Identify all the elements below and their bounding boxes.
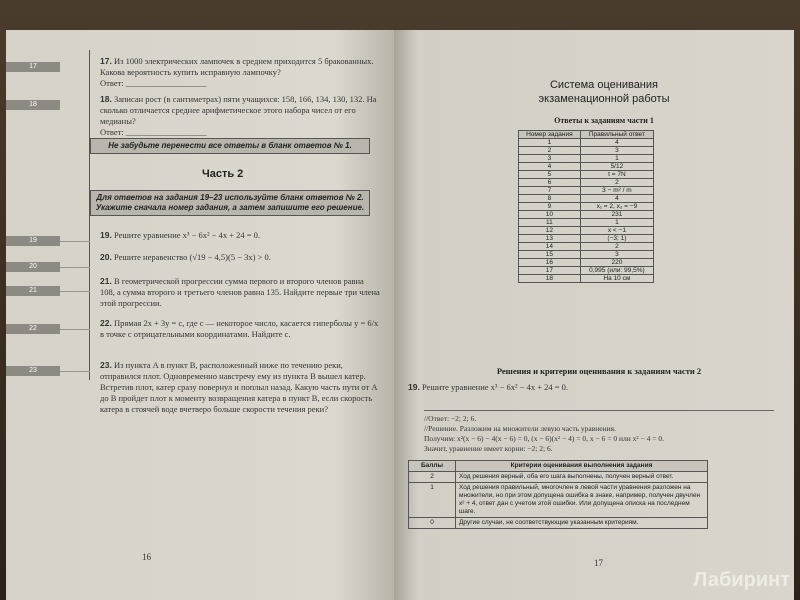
table-row bbox=[409, 483, 708, 518]
question-number: 20. bbox=[100, 252, 112, 262]
part2-heading: Часть 2 bbox=[202, 168, 244, 180]
answer-cell: 0,995 (или: 99,5%) bbox=[580, 267, 653, 275]
answer-cell: 231 bbox=[580, 211, 653, 219]
column-header: Баллы bbox=[409, 461, 456, 472]
question-number: 17. bbox=[100, 56, 112, 66]
task-number-cell: 4 bbox=[519, 163, 581, 171]
table-row bbox=[519, 179, 654, 187]
table-row bbox=[519, 243, 654, 251]
answer-cell: (−3; 1) bbox=[580, 235, 653, 243]
answer-cell: 3 bbox=[580, 251, 653, 259]
watermark-logo: Лабиринт bbox=[693, 569, 790, 591]
table-row bbox=[519, 171, 654, 179]
question-text: Из пункта A в пункт B, расположенный ниже по течению реки, отправился плот. Одновременно навстречу ему из пункта B вышел катер. Встретив плот, катер сразу повернул и поплыл назад. Какую часть пути от A до B пройдет плот к моменту возвращения катера в пункт B, если скорость катера в стоячей воде вчетверо больше скорости течения реки? bbox=[100, 360, 378, 414]
answer-tab-19: 19 bbox=[6, 236, 60, 246]
table-row bbox=[519, 155, 654, 163]
table-row bbox=[409, 472, 708, 483]
task-number-cell: 17 bbox=[519, 267, 581, 275]
column-header: Критерии оценивания выполнения задания bbox=[456, 461, 708, 472]
table-row bbox=[519, 259, 654, 267]
answers-title: Ответы к заданиям части 1 bbox=[554, 116, 654, 125]
task-number-cell: 18 bbox=[519, 275, 581, 283]
table-row bbox=[519, 187, 654, 195]
answer-cell: На 10 см bbox=[580, 275, 653, 283]
table-row bbox=[519, 227, 654, 235]
answer-label: Ответ: bbox=[100, 127, 124, 137]
answer-tab-23: 23 bbox=[6, 366, 60, 376]
table-row bbox=[519, 163, 654, 171]
table-row bbox=[519, 235, 654, 243]
task-number-cell: 14 bbox=[519, 243, 581, 251]
column-header: Правильный ответ bbox=[580, 131, 653, 139]
task-number-cell: 2 bbox=[519, 147, 581, 155]
question-text: Решите неравенство (√19 − 4,5)(5 − 3x) > 0. bbox=[113, 252, 271, 262]
answer-cell: 2 bbox=[580, 179, 653, 187]
answer-cell: 1 bbox=[580, 219, 653, 227]
question-17: 17. Из 1000 электрических лампочек в среднем приходится 5 бракованных. Какова вероятность купить исправную лампочку? Ответ: ___________________ bbox=[100, 56, 374, 88]
criteria-cell: Ход решения верный, оба его шага выполнены, получен верный ответ. bbox=[456, 472, 708, 483]
page-number-right: 17 bbox=[594, 558, 603, 568]
question-text: Решите уравнение x³ − 6x² − 4x + 24 = 0. bbox=[113, 230, 261, 240]
table-row bbox=[519, 203, 654, 211]
task-number-cell: 15 bbox=[519, 251, 581, 259]
part2-solutions-title: Решения и критерии оценивания к заданиям части 2 bbox=[496, 366, 702, 376]
answer-line: //Ответ: −2; 2; 6. bbox=[424, 414, 477, 423]
question-text: Записан рост (в сантиметрах) пяти учащихся: 158, 166, 134, 130, 132. На сколько отличается среднее арифметическое этого набора чисел от его медианы? bbox=[100, 94, 377, 126]
tab-line bbox=[60, 291, 90, 292]
solution-line-3: Значит, уравнение имеет корни: −2; 2; 6. bbox=[424, 444, 553, 453]
tab-line bbox=[60, 329, 90, 330]
question-18: 18. Записан рост (в сантиметрах) пяти учащихся: 158, 166, 134, 130, 132. На сколько отличается среднее арифметическое этого набора чисел от его медианы? Ответ: ___________________ bbox=[100, 94, 377, 137]
answer-tab-20: 20 bbox=[6, 262, 60, 272]
answer-cell: 5/12 bbox=[580, 163, 653, 171]
solution-line-2: Получим: x²(x − 6) − 4(x − 6) = 0, (x − 6)(x² − 4) = 0, x − 6 = 0 или x² − 4 = 0. bbox=[424, 434, 664, 443]
table-row bbox=[519, 251, 654, 259]
question-22 bbox=[100, 318, 380, 340]
solution-line-1: //Решение. Разложим на множители левую часть уравнения. bbox=[424, 424, 616, 433]
answer-tab-22: 22 bbox=[6, 324, 60, 334]
score-cell: 2 bbox=[409, 472, 456, 483]
score-cell: 0 bbox=[409, 518, 456, 529]
criteria-cell: Другие случаи, не соответствующие указанным критериям. bbox=[456, 518, 708, 529]
task-number-cell: 6 bbox=[519, 179, 581, 187]
question-number: 18. bbox=[100, 94, 112, 104]
task-number-cell: 12 bbox=[519, 227, 581, 235]
task-number-cell: 3 bbox=[519, 155, 581, 163]
transfer-notice: Не забудьте перенести все ответы в бланк ответов № 1. bbox=[90, 138, 370, 154]
part2-instruction: Для ответов на задания 19–23 используйте бланк ответов № 2. Укажите сначала номер задания, а затем запишите его решение. bbox=[90, 190, 370, 216]
question-number: 22. bbox=[100, 318, 112, 328]
left-page bbox=[6, 30, 394, 600]
task-number-cell: 1 bbox=[519, 139, 581, 147]
title-line1: Система оценивания bbox=[549, 79, 658, 91]
table-row bbox=[519, 211, 654, 219]
table-row bbox=[519, 267, 654, 275]
question-text: Решите уравнение x³ − 6x² − 4x + 24 = 0. bbox=[421, 382, 569, 392]
table-row bbox=[409, 518, 708, 529]
question-text: В геометрической прогрессии сумма первого и второго членов равна 108, а сумма второго и третьего членов равна 135. Найдите первые три члена этой прогрессии. bbox=[100, 276, 380, 308]
question-text: Из 1000 электрических лампочек в среднем приходится 5 бракованных. Какова вероятность купить исправную лампочку? bbox=[100, 56, 374, 77]
task-number-cell: 10 bbox=[519, 211, 581, 219]
task-number-cell: 8 bbox=[519, 195, 581, 203]
answers-table bbox=[518, 130, 654, 283]
question-21 bbox=[100, 276, 380, 309]
divider bbox=[424, 410, 774, 411]
answer-cell: t = 7N bbox=[580, 171, 653, 179]
table-row bbox=[519, 219, 654, 227]
answer-cell: 3 − m² / m bbox=[580, 187, 653, 195]
column-header: Номер задания bbox=[519, 131, 581, 139]
question-number: 19. bbox=[100, 230, 112, 240]
table-row bbox=[519, 195, 654, 203]
answer-cell: x < −1 bbox=[580, 227, 653, 235]
criteria-table bbox=[408, 460, 708, 529]
tab-line bbox=[60, 241, 90, 242]
page-number-left: 16 bbox=[142, 552, 151, 562]
question-19 bbox=[100, 230, 380, 241]
table-row bbox=[519, 147, 654, 155]
score-cell: 1 bbox=[409, 483, 456, 518]
question-23 bbox=[100, 360, 380, 415]
answer-cell: 1 bbox=[580, 155, 653, 163]
grading-title bbox=[494, 78, 714, 106]
answer-label: Ответ: bbox=[100, 78, 124, 88]
answer-tab-18: 18 bbox=[6, 100, 60, 110]
question-number: 21. bbox=[100, 276, 112, 286]
criteria-cell: Ход решения правильный, многочлен в левой части уравнения разложен на множители, но при этом допущена ошибка в знаке, например, получен двучлен x² + 4, ответ дан с учетом этой ошибки. Или допущена описка на последнем шаге. bbox=[456, 483, 708, 518]
answer-cell: 4 bbox=[580, 139, 653, 147]
tab-line bbox=[60, 371, 90, 372]
answer-cell: 2 bbox=[580, 243, 653, 251]
task-number-cell: 16 bbox=[519, 259, 581, 267]
answer-cell: 4 bbox=[580, 195, 653, 203]
question-20 bbox=[100, 252, 380, 263]
table-row bbox=[519, 139, 654, 147]
question-number: 23. bbox=[100, 360, 112, 370]
answer-tab-21: 21 bbox=[6, 286, 60, 296]
question-text: Прямая 2x + 3y = c, где c — некоторое число, касается гиперболы y = 6/x в точке с отрицательными координатами. Найдите c. bbox=[100, 318, 379, 339]
title-line2: экзаменационной работы bbox=[538, 93, 670, 105]
task-number-cell: 5 bbox=[519, 171, 581, 179]
task-number-cell: 13 bbox=[519, 235, 581, 243]
table-row bbox=[519, 275, 654, 283]
tab-line bbox=[60, 267, 90, 268]
question-number: 19. bbox=[408, 382, 420, 392]
task-number-cell: 7 bbox=[519, 187, 581, 195]
answer-cell: 220 bbox=[580, 259, 653, 267]
answer-cell: x₁ = 2, x₂ = −9 bbox=[580, 203, 653, 211]
answer-tab-17: 17 bbox=[6, 62, 60, 72]
answer-cell: 3 bbox=[580, 147, 653, 155]
solution-question-19 bbox=[408, 382, 778, 393]
task-number-cell: 11 bbox=[519, 219, 581, 227]
right-page bbox=[394, 30, 794, 600]
task-number-cell: 9 bbox=[519, 203, 581, 211]
